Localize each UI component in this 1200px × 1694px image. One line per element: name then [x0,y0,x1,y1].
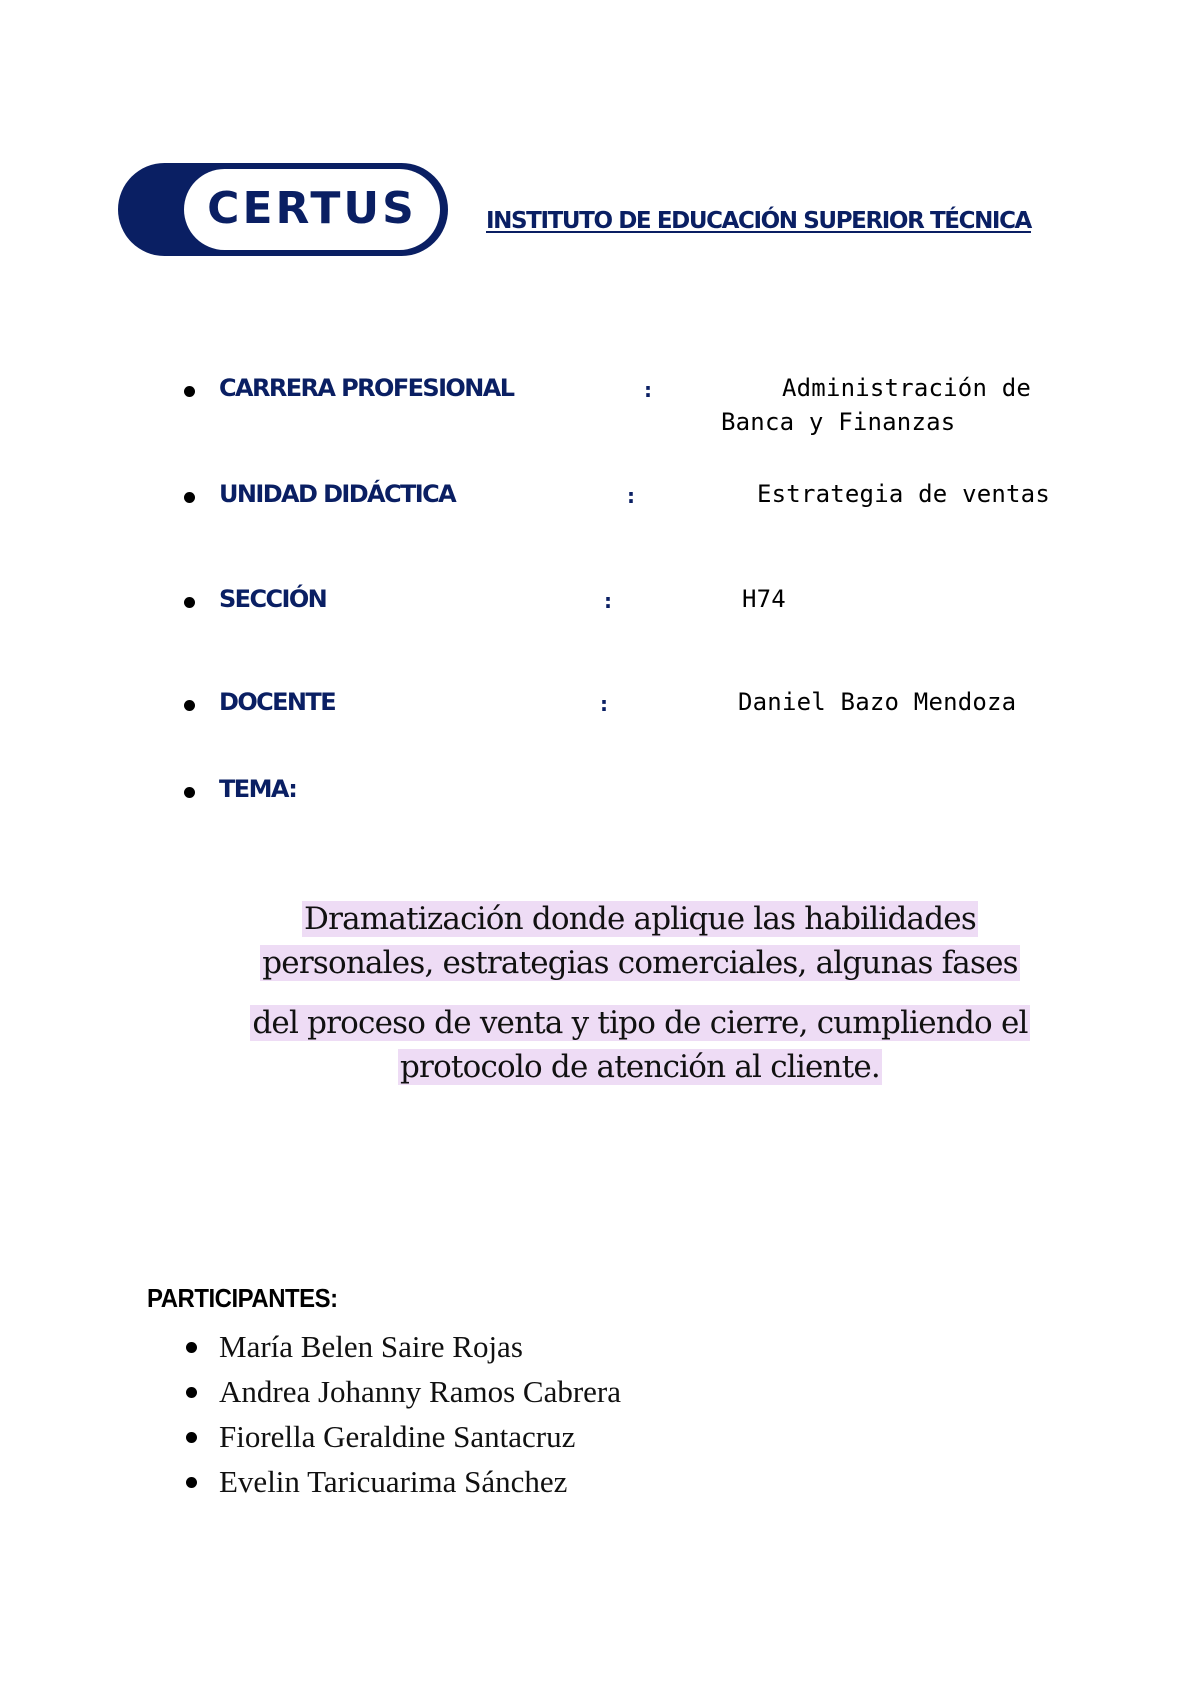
certus-logo [118,163,448,256]
bullet-icon [184,597,195,608]
info-row-career [0,372,1200,436]
tema-line: del proceso de venta y tipo de cierre, cumpliendo el [252,1005,1028,1041]
info-row-teacher [0,686,1200,726]
bullet-icon [184,386,195,397]
unit-colon: : [627,484,635,508]
tema-line: Dramatización donde aplique las habilidades [304,901,976,937]
institute-title: INSTITUTO DE EDUCACIÓN SUPERIOR TÉCNICA [486,208,1031,234]
tema-paragraph [200,897,1080,1089]
teacher-colon: : [600,692,608,716]
participant-name: Andrea Johanny Ramos Cabrera [219,1374,622,1409]
topic-label: TEMA: [219,775,297,803]
bullet-icon [184,787,195,798]
participant-name: Fiorella Geraldine Santacruz [219,1419,576,1454]
bullet-icon [184,492,195,503]
info-row-unit [0,478,1200,518]
unit-value: Estrategia de ventas [757,480,1050,508]
teacher-label: DOCENTE [219,688,335,716]
bullet-icon [186,1477,197,1488]
info-row-topic [0,773,1200,813]
bullet-icon [186,1432,197,1443]
unit-label: UNIDAD DIDÁCTICA [219,480,456,508]
section-value: H74 [742,585,786,613]
section-label: SECCIÓN [219,585,327,613]
section-colon: : [604,589,612,613]
career-label: CARRERA PROFESIONAL [219,374,514,402]
tema-line: personales, estrategias comerciales, algunas fases [262,945,1018,981]
participants-list [0,1325,1200,1505]
career-value-line1: Administración de [782,374,1032,402]
bullet-icon [186,1387,197,1398]
list-item [0,1415,1200,1460]
certus-logo-graphic [118,163,448,256]
logo-text: CERTUS [207,183,417,234]
participant-name: María Belen Saire Rojas [219,1329,523,1364]
bullet-icon [186,1342,197,1353]
list-item [0,1370,1200,1415]
tema-line: protocolo de atención al cliente. [400,1049,880,1085]
career-value-line2: Banca y Finanzas [721,408,956,436]
info-row-section [0,583,1200,623]
teacher-value: Daniel Bazo Mendoza [738,688,1017,716]
bullet-icon [184,700,195,711]
participants-title: PARTICIPANTES: [147,1283,338,1313]
participant-name: Evelin Taricuarima Sánchez [219,1464,568,1499]
list-item [0,1460,1200,1505]
career-colon: : [644,378,652,402]
list-item [0,1325,1200,1370]
